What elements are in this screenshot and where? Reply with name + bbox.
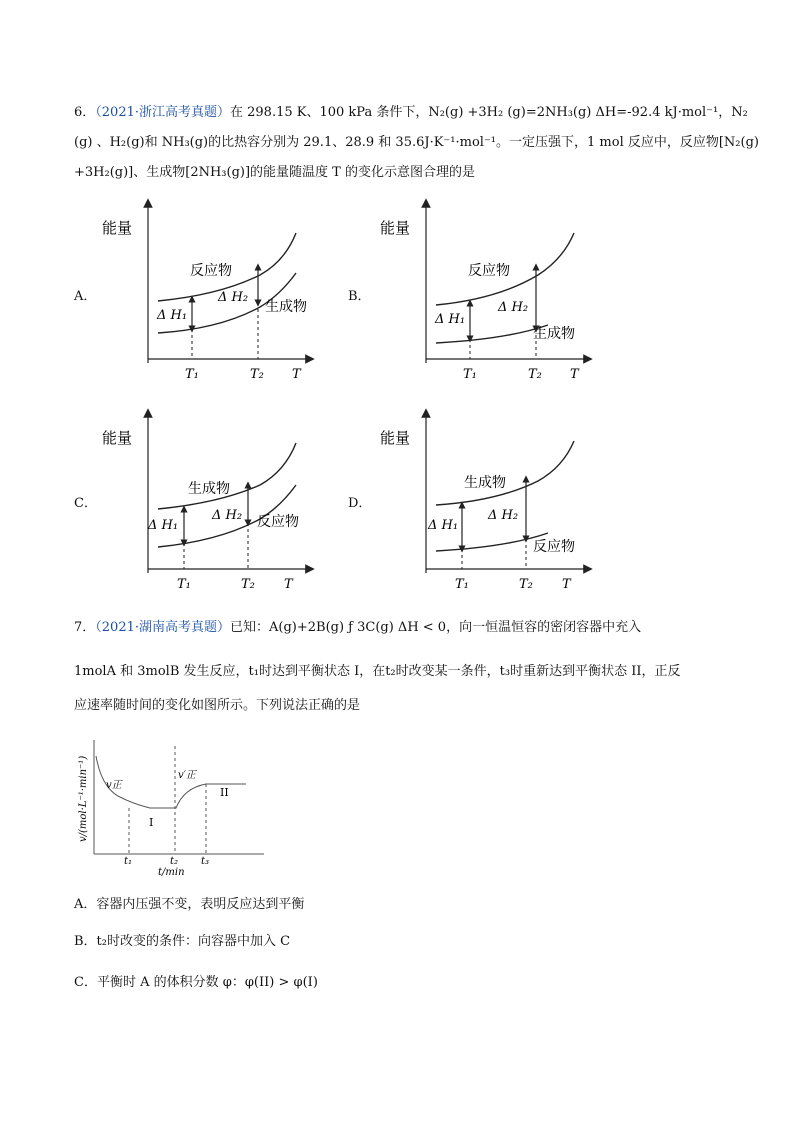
- dh2-label: Δ H₂: [498, 300, 529, 315]
- upper-curve-label: 反应物: [468, 263, 510, 279]
- upper-curve-label: 生成物: [464, 475, 506, 491]
- q7-graph: [74, 738, 274, 878]
- upper-curve: [158, 443, 296, 509]
- v-forward-prime-label: v′正: [178, 770, 196, 781]
- t2-label: T₂: [250, 367, 264, 382]
- upper-curve: [436, 441, 574, 505]
- q7-option-c: C．平衡时 A 的体积分数 φ：φ(II) > φ(I): [74, 975, 318, 990]
- t2-label: T₂: [528, 367, 542, 382]
- t1-label: T₁: [177, 577, 191, 592]
- t1-label: T₁: [455, 577, 469, 592]
- state-1-label: I: [149, 816, 154, 829]
- q6-line2: (g) 、H₂(g)和 NH₃(g)的比热容分别为 29.1、28.9 和 35.6J·K⁻¹·mol⁻¹。一定压强下，1 mol 反应中，反应物[N₂(g): [74, 135, 759, 150]
- q6-option-c-label: C．: [74, 496, 97, 511]
- t-label: T: [284, 577, 293, 592]
- q6-graph-a: [100, 195, 330, 385]
- lower-curve-label: 反应物: [533, 539, 575, 555]
- upper-curve-label: 反应物: [190, 263, 232, 279]
- y-axis-label: 能量: [380, 429, 411, 447]
- t2-label: T₂: [241, 577, 255, 592]
- q6-graph-b: [378, 195, 608, 385]
- y-axis-label: v/(mol·L⁻¹·min⁻¹): [78, 755, 89, 842]
- q7-source: （2021·湖南高考真题）: [95, 620, 230, 635]
- t3-label: t₃: [201, 856, 210, 867]
- t-label: T: [570, 367, 579, 382]
- lower-curve-label: 生成物: [265, 299, 307, 315]
- q6-graph-d: [378, 405, 608, 595]
- v-forward-label: v正: [106, 780, 122, 791]
- dh1-label: Δ H₁: [428, 518, 459, 533]
- x-axis-label: t/min: [158, 867, 185, 878]
- dh1-label: Δ H₁: [435, 312, 466, 327]
- lower-curve: [436, 325, 548, 343]
- t2-label: t₂: [170, 856, 179, 867]
- q6-source: （2021·浙江高考真题）: [95, 105, 230, 120]
- q7-line1-text: 已知：A(g)+2B(g) ƒ 3C(g) ΔH < 0，向一恒温恒容的密闭容器中充入: [230, 620, 642, 635]
- t2-label: T₂: [519, 577, 533, 592]
- q6-line1-text: 在 298.15 K、100 kPa 条件下，N₂(g) +3H₂ (g)=2NH₃(g) ΔH=-92.4 kJ·mol⁻¹，N₂: [230, 105, 748, 120]
- q6-option-a-label: A．: [74, 289, 97, 304]
- dh2-label: Δ H₂: [218, 290, 249, 305]
- lower-curve: [436, 533, 548, 551]
- q7-number: 7．: [74, 620, 96, 635]
- q7-line1: [74, 616, 641, 635]
- upper-curve-label: 生成物: [188, 481, 230, 497]
- dh2-label: Δ H₂: [488, 508, 519, 523]
- y-axis-label: 能量: [102, 219, 133, 237]
- dh1-label: Δ H₁: [148, 518, 179, 533]
- lower-curve-label: 反应物: [257, 514, 299, 530]
- q6-graph-c: [100, 405, 330, 595]
- y-axis-label: 能量: [380, 219, 411, 237]
- q6-line3: +3H₂(g)]、生成物[2NH₃(g)]的能量随温度 T 的变化示意图合理的是: [74, 165, 475, 180]
- q6-option-d-label: D．: [348, 496, 372, 511]
- t-label: T: [292, 367, 301, 382]
- t1-label: T₁: [185, 367, 199, 382]
- q6-number: 6．: [74, 105, 96, 120]
- t-label: T: [562, 577, 571, 592]
- lower-curve-label: 生成物: [533, 326, 575, 342]
- q7-line3: 应速率随时间的变化如图所示。下列说法正确的是: [74, 698, 361, 713]
- q7-option-a: A．容器内压强不变，表明反应达到平衡: [74, 897, 305, 912]
- dh2-label: Δ H₂: [212, 508, 243, 523]
- y-axis-label: 能量: [102, 429, 133, 447]
- t1-label: t₁: [124, 856, 133, 867]
- t1-label: T₁: [463, 367, 477, 382]
- q6-option-b-label: B．: [348, 289, 371, 304]
- q6-line1: [74, 101, 748, 120]
- q7-line2: 1molA 和 3molB 发生反应，t₁时达到平衡状态 I，在t₂时改变某一条件，t₃时重新达到平衡状态 II，正反: [74, 664, 681, 679]
- state-2-label: II: [220, 786, 229, 799]
- dh1-label: Δ H₁: [157, 308, 188, 323]
- q7-option-b: B．t₂时改变的条件：向容器中加入 C: [74, 934, 291, 949]
